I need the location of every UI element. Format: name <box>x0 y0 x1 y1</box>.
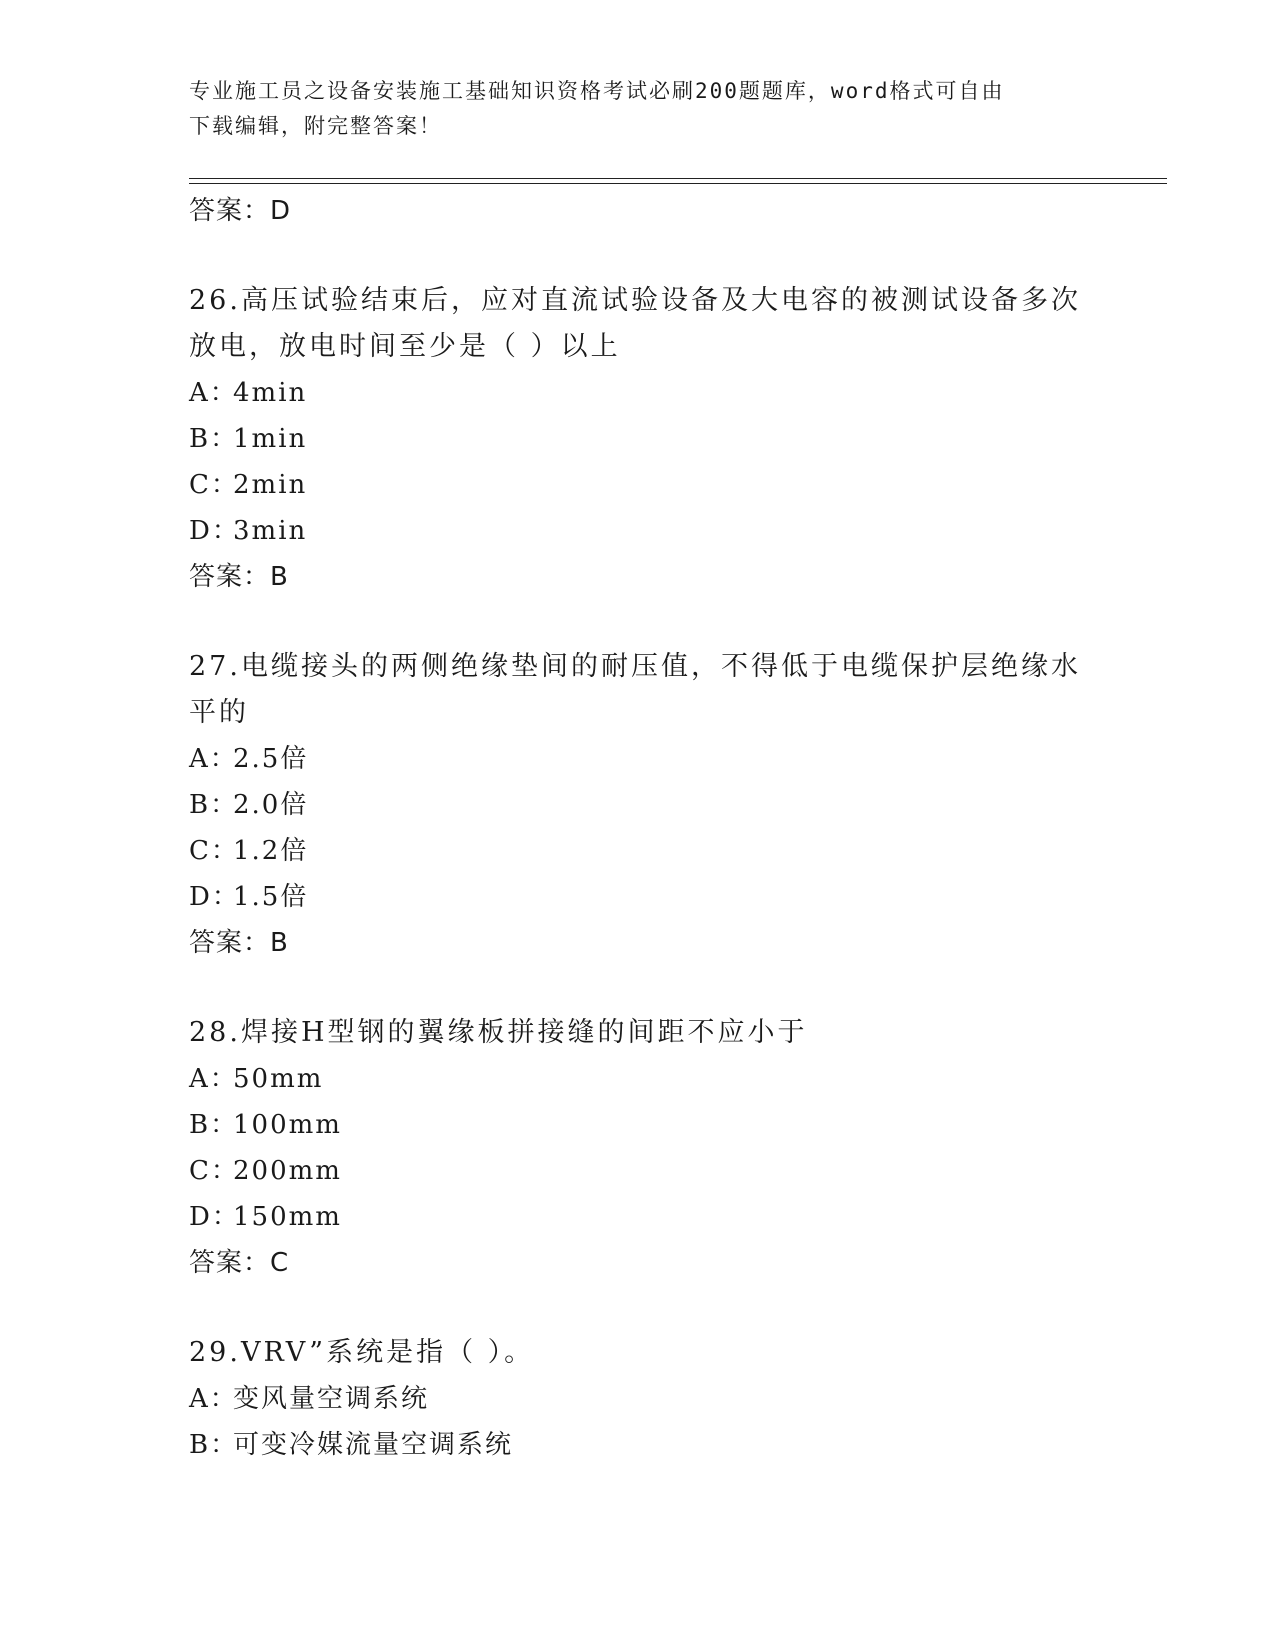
option-text: 3min <box>233 516 308 546</box>
question-28 <box>189 1010 1149 1286</box>
option-b <box>189 1102 1149 1148</box>
option-key: B： <box>189 424 239 454</box>
question-list <box>189 188 1149 1468</box>
answer-label: 答案： <box>189 1248 271 1278</box>
answer-line <box>189 920 1149 966</box>
header-divider-bottom <box>189 183 1167 184</box>
option-key: A： <box>189 378 238 408</box>
option-key: A： <box>189 1384 238 1414</box>
option-a <box>189 370 1149 416</box>
option-text: 100mm <box>233 1110 342 1140</box>
answer-value: B <box>270 928 289 958</box>
option-key: B： <box>189 790 239 820</box>
option-b <box>189 782 1149 828</box>
option-text: 150mm <box>233 1202 342 1232</box>
option-text: 200mm <box>233 1156 342 1186</box>
question-26 <box>189 278 1149 600</box>
option-text: 4min <box>233 378 308 408</box>
option-c <box>189 1148 1149 1194</box>
option-d <box>189 874 1149 920</box>
option-key: C： <box>189 470 239 500</box>
answer-value: C <box>270 1248 290 1278</box>
option-b <box>189 416 1149 462</box>
option-text: 1.2倍 <box>233 836 309 866</box>
option-text: 2.0倍 <box>233 790 309 820</box>
option-c <box>189 828 1149 874</box>
option-key: D： <box>189 1202 240 1232</box>
option-text: 可变冷媒流量空调系统 <box>233 1430 514 1460</box>
answer-value: B <box>270 562 289 592</box>
option-a <box>189 1376 1149 1422</box>
option-d <box>189 1194 1149 1240</box>
question-text: 28.焊接H型钢的翼缘板拼接缝的间距不应小于 <box>189 1017 808 1048</box>
option-text: 1min <box>233 424 308 454</box>
option-text: 变风量空调系统 <box>233 1384 430 1414</box>
option-key: B： <box>189 1430 239 1460</box>
option-b <box>189 1422 1149 1468</box>
question-text: 26.高压试验结束后，应对直流试验设备及大电容的被测试设备多次放电，放电时间至少是（ ）以上 <box>189 285 1081 362</box>
answer-label: 答案： <box>189 928 271 958</box>
option-a <box>189 736 1149 782</box>
answer-line <box>189 188 1149 234</box>
header-divider-top <box>189 178 1167 179</box>
option-text: 1.5倍 <box>233 882 309 912</box>
option-key: D： <box>189 516 240 546</box>
answer-label: 答案： <box>189 196 271 226</box>
header-line-2: 下载编辑，附完整答案！ <box>189 114 442 138</box>
question-text: 27.电缆接头的两侧绝缘垫间的耐压值，不得低于电缆保护层绝缘水平的 <box>189 651 1081 728</box>
option-c <box>189 462 1149 508</box>
option-key: C： <box>189 1156 239 1186</box>
header-line-1: 专业施工员之设备安装施工基础知识资格考试必刷200题题库，word格式可自由 <box>189 79 1005 103</box>
option-key: A： <box>189 744 238 774</box>
document-header <box>189 74 1089 144</box>
question-27 <box>189 644 1149 966</box>
option-key: C： <box>189 836 239 866</box>
answer-value: D <box>270 196 292 226</box>
option-text: 2.5倍 <box>233 744 309 774</box>
option-text: 2min <box>233 470 308 500</box>
question-29 <box>189 1330 1149 1468</box>
option-key: B： <box>189 1110 239 1140</box>
answer-line <box>189 1240 1149 1286</box>
option-key: D： <box>189 882 240 912</box>
option-text: 50mm <box>233 1064 324 1094</box>
answer-line <box>189 554 1149 600</box>
question-text: 29.VRV”系统是指（ ）。 <box>189 1337 535 1368</box>
option-key: A： <box>189 1064 238 1094</box>
option-a <box>189 1056 1149 1102</box>
answer-label: 答案： <box>189 562 271 592</box>
option-d <box>189 508 1149 554</box>
